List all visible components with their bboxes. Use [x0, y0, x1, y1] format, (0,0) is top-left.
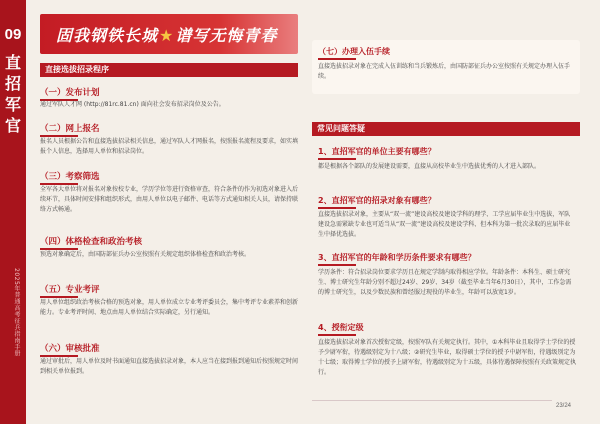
chapter-title-char: 直: [4, 53, 21, 72]
step-text: 通过审批后，用人单位及时书面通知直接选拔招录对象，本人应当在接到报到通知后按照规定时间到相关单位报到。: [40, 358, 299, 375]
slogan-banner: [40, 14, 298, 54]
step-heading: （三）考察筛选: [40, 170, 100, 182]
page-number: 23/24: [556, 403, 572, 409]
sidebar: [0, 0, 26, 424]
step-text: 用人单位组织政治考核合格的预选对象，用人单位成立专业考评委员会，集中考评专业素养和创新能力。专业考评时间、地点由用人单位结合实际确定，另行通知。: [40, 299, 299, 316]
section-header-procedure: 直接选拔招录程序: [40, 63, 298, 77]
star-icon: ★: [159, 26, 175, 45]
step-heading: （一）发布计划: [40, 86, 100, 98]
step-text: 直接选拔招录对象在完成入伍训练和当兵锻炼后，由国防部征兵办公室按照有关规定办理入伍手续。: [318, 63, 571, 80]
faq-answer: 学历条件：符合招录岗位要求学历且在规定学制内取得相应学位。年龄条件：本科生、硕士研究生、博士研究生年龄分别不超过24岁、29岁、34岁（截至毕业当年6月30日），其中，工作急需的博士研究生，以及少数民族和曾经服过现役的毕业生，年龄可以放宽1岁。: [318, 269, 572, 296]
faq-answer: 都是根据各个部队的发展建设需要，直接从高校毕业生中选拔优秀的人才进入部队。: [318, 163, 541, 170]
faq-question: 2、直招军官的招录对象有哪些？: [318, 195, 436, 206]
step-heading: （四）体格检查和政治考核: [40, 235, 142, 247]
faq-question: 4、授衔定级: [318, 322, 364, 333]
footer-divider: [312, 400, 552, 401]
slogan-text: [56, 23, 277, 46]
step-text: 通过军队人才网 (http://81rc.81.cn) 面向社会发布招录岗位及公告。: [40, 101, 225, 108]
slogan-part-2: 谱写无悔青春: [175, 26, 278, 45]
chapter-number: 09: [4, 26, 22, 43]
faq-answer: 直接选拔招录对象，主要从“双一流”建设高校及建设学科的理学、工学应届毕业生中选拔，军队建设急需紧缺专业也可适当从“双一流”建设高校及建设学科、但本科为第一批次录取的应届毕业生中择优选拔。: [318, 211, 571, 238]
chapter-title-char: 招: [4, 74, 21, 93]
chapter-title-char: 官: [4, 116, 21, 135]
step-text: 预选对象确定后，由国防部征兵办公室按照有关规定组织体格检查和政治考核。: [40, 251, 251, 258]
chapter-title: [3, 52, 23, 136]
step-heading: （六）审核批准: [40, 342, 100, 354]
chapter-title-char: 军: [4, 95, 21, 114]
faq-question: 1、直招军官的单位主要有哪些？: [318, 146, 436, 157]
step-heading: （五）专业考评: [40, 283, 100, 295]
section-header-faq: 常见问题答疑: [312, 122, 580, 136]
faq-question: 3、直招军官的年龄和学历条件要求有哪些？: [318, 252, 476, 263]
faq-answer: 直接选拔招录对象首次授衔定级，按照军队有关规定执行。其中，①本科毕业且取得学士学位的授予少尉军衔，待遇级别定为十八级；②研究生毕业，取得硕士学位的授予中尉军衔，待遇级别定为十七级；取得博士学位的授予上尉军衔，待遇级别定为十五级，具体待遇保障按照有关政策规定执行。: [318, 339, 577, 376]
step-text: 报名人员根据公告和直接选拔招录相关信息，通过军队人才网报名，按照报名流程及要求，如实填报个人信息，选择用人单位和招录岗位。: [40, 138, 299, 155]
step-heading: （七）办理入伍手续: [318, 46, 390, 57]
step-text: 全军各大单位将对报名对象按校专业，学历学位等进行资格审查，符合条件的作为初选对象进入后续环节，具体时间安排和组织形式，由用人单位以电子邮件、电话等方式通知相关人员，请保持联络方式畅通。: [40, 186, 299, 213]
slogan-part-1: 固我钢铁长城: [56, 26, 159, 45]
handbook-footer: 2025年普通高考征兵指南手册: [13, 268, 20, 357]
step-heading: （二）网上报名: [40, 122, 100, 134]
